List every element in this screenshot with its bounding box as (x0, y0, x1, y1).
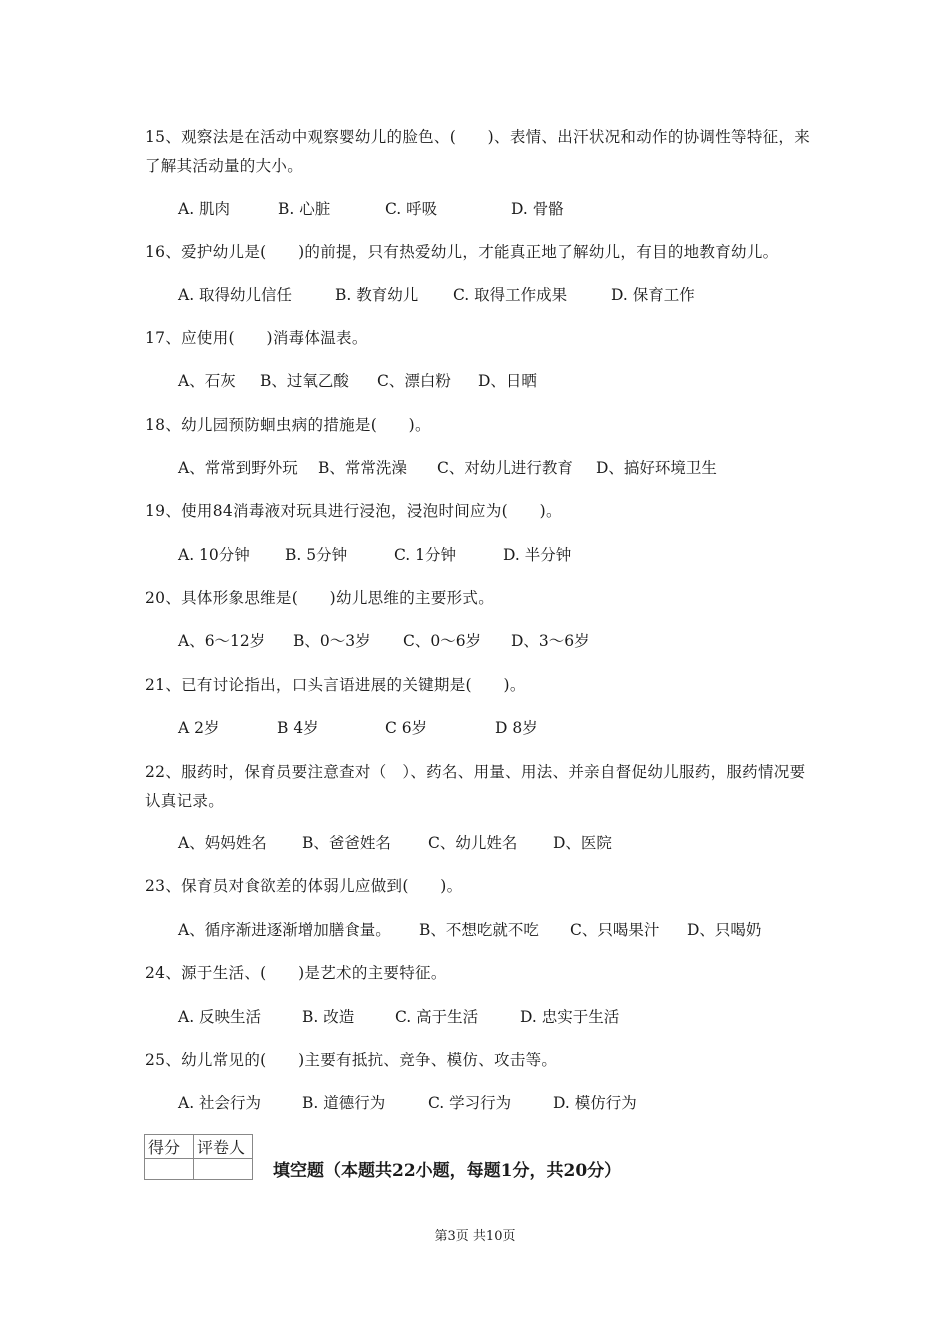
score-label: 得分 (145, 1135, 194, 1159)
option-b: B 4岁 (277, 719, 319, 737)
option-c: C、对幼儿进行教育 (437, 459, 573, 477)
option-c: C 6岁 (385, 719, 428, 737)
question-25: 25、幼儿常见的( )主要有抵抗、竞争、模仿、攻击等。 (145, 1051, 558, 1069)
option-d: D、医院 (553, 834, 612, 852)
question-16: 16、爱护幼儿是( )的前提，只有热爱幼儿，才能真正地了解幼儿，有目的地教育幼儿。 (145, 243, 779, 261)
option-c: C、只喝果汁 (570, 921, 660, 939)
option-a: A. 10分钟 (178, 546, 250, 564)
option-a: A、石灰 (178, 372, 236, 390)
question-18: 18、幼儿园预防蛔虫病的措施是( )。 (145, 416, 431, 434)
option-b: B、过氧乙酸 (260, 372, 349, 390)
option-a: A、妈妈姓名 (178, 834, 267, 852)
question-22: 22、服药时，保育员要注意查对（ ）、药名、用量、用法、并亲自督促幼儿服药，服药情况要认真记录。 (145, 763, 806, 810)
option-d: D. 模仿行为 (553, 1094, 637, 1112)
option-a: A 2岁 (178, 719, 220, 737)
option-a: A、常常到野外玩 (178, 459, 298, 477)
option-c: C. 学习行为 (428, 1094, 512, 1112)
option-a: A. 反映生活 (178, 1008, 262, 1026)
question-20: 20、具体形象思维是( )幼儿思维的主要形式。 (145, 589, 495, 607)
option-c: C、漂白粉 (377, 372, 451, 390)
option-d: D、3～6岁 (511, 632, 590, 650)
option-c: C. 高于生活 (395, 1008, 479, 1026)
question-21: 21、已有讨论指出，口头言语进展的关键期是( )。 (145, 676, 526, 694)
option-d: D、搞好环境卫生 (596, 459, 717, 477)
option-d: D. 骨骼 (511, 200, 564, 218)
option-c: C、0～6岁 (403, 632, 482, 650)
option-b: B. 5分钟 (285, 546, 348, 564)
option-b: B、不想吃就不吃 (419, 921, 539, 939)
question-19: 19、使用84消毒液对玩具进行浸泡，浸泡时间应为( )。 (145, 502, 562, 520)
question-15: 15、观察法是在活动中观察婴幼儿的脸色、( )、表情、出汗状况和动作的协调性等特征，来了解其活动量的大小。 (145, 128, 811, 175)
option-d: D. 忠实于生活 (520, 1008, 620, 1026)
question-17: 17、应使用( )消毒体温表。 (145, 329, 368, 347)
option-c: C. 1分钟 (394, 546, 457, 564)
option-c: C、幼儿姓名 (428, 834, 518, 852)
option-c: C. 取得工作成果 (453, 286, 568, 304)
option-b: B. 教育幼儿 (335, 286, 419, 304)
option-b: B、常常洗澡 (318, 459, 407, 477)
option-d: D. 保育工作 (611, 286, 695, 304)
option-a: A、6～12岁 (178, 632, 266, 650)
option-a: A. 肌肉 (178, 200, 231, 218)
option-a: A. 社会行为 (178, 1094, 262, 1112)
page-footer: 第3页 共10页 (434, 1229, 516, 1244)
option-b: B. 道德行为 (302, 1094, 386, 1112)
reviewer-cell (194, 1159, 253, 1180)
option-a: A. 取得幼儿信任 (178, 286, 293, 304)
question-24: 24、源于生活、( )是艺术的主要特征。 (145, 964, 447, 982)
section-title: 填空题（本题共22小题，每题1分，共20分） (273, 1161, 622, 1181)
option-d: D、只喝奶 (687, 921, 762, 939)
score-cell (145, 1159, 194, 1180)
option-b: B、0～3岁 (293, 632, 371, 650)
option-b: B. 改造 (302, 1008, 355, 1026)
score-table (144, 1134, 253, 1180)
question-23: 23、保育员对食欲差的体弱儿应做到( )。 (145, 877, 463, 895)
option-b: B. 心脏 (278, 200, 331, 218)
option-d: D. 半分钟 (503, 546, 572, 564)
reviewer-label: 评卷人 (194, 1135, 253, 1159)
option-d: D、日晒 (478, 372, 537, 390)
option-b: B、爸爸姓名 (302, 834, 391, 852)
option-c: C. 呼吸 (385, 200, 438, 218)
option-a: A、循序渐进逐渐增加膳食量。 (178, 921, 391, 939)
option-d: D 8岁 (495, 719, 538, 737)
